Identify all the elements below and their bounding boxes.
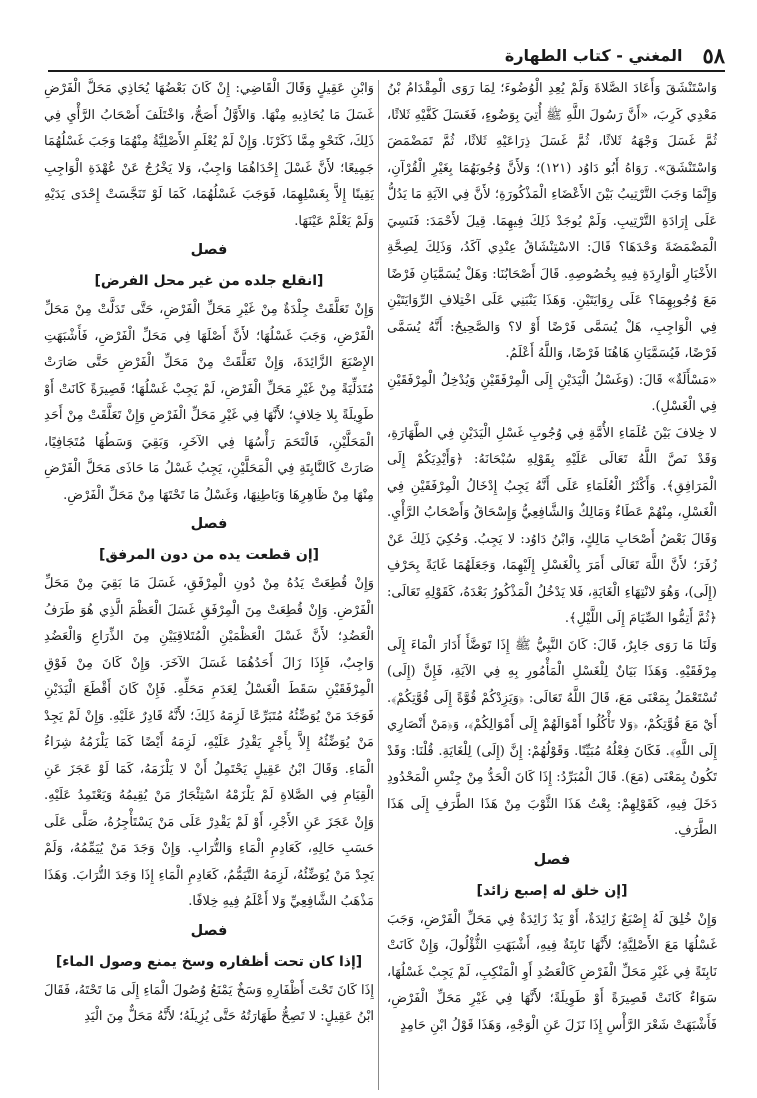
paragraph: وَلَنَا مَا رَوَى جَابِرٌ، قَالَ: كَانَ النَّبِيُّ ﷺ إِذَا تَوَضَّأَ أَدَارَ الْمَاءَ إِلَى مِرْفَقَيْهِ. وَهَذَا بَيَانٌ لِلْغَسْلِ الْمَأْمُورِ بِهِ فِي الآيَةِ، فَإِنَّ (إِلَى) تُسْتَعْمَلُ بِمَعْنَى مَعَ، قَالَ اللَّهُ تَعَالَى: ﴿وَيَزِدْكُمْ قُوَّةً إِلَى قُوَّتِكُمْ﴾. أَيْ مَعَ قُوَّتِكُمْ، ﴿وَلا تَأْكُلُوا أَمْوَالَهُمْ إِلَى أَمْوَالِكُمْ﴾، وَ﴿مَنْ أَنْصَارِي إِلَى اللَّهِ﴾. فَكَانَ فِعْلُهُ مُبَيِّنًا. وَقَوْلُهُمْ: إِنَّ (إِلَى) لِلْغَايَةِ. قُلْنَا: وَقَدْ تَكُونُ بِمَعْنَى (مَعَ). قَالَ الْمُبَرِّدُ: إِذَا كَانَ الْحَدُّ مِنْ جِنْسِ الْمَحْدُودِ دَخَلَ فِيهِ، كَقَوْلِهِمْ: بِعْتُ هَذَا الثَّوْبَ مِنْ هَذَا الطَّرَفِ إِلَى هَذَا الطَّرَفِ.: [387, 637, 717, 838]
section-subtitle: [إذا كان تحت أظفاره وسخ يمنع وصول الماء]: [55, 953, 363, 970]
section-heading: فصل: [533, 851, 571, 868]
section-subtitle: [انقلع جلده من غير محل الفرض]: [94, 273, 324, 289]
paragraph: وَإِنْ تَعَلَّقَتْ جِلْدَةٌ مِنْ غَيْرِ مَحَلِّ الْفَرْضِ، حَتَّى تَدَلَّتْ مِنْ مَحَلِّ الْفَرْضِ، وَجَبَ غَسْلُهَا؛ لأَنَّ أَصْلَهَا فِي مَحَلِّ الْفَرْضِ، فَأَشْبَهَتِ الإِصْبَعَ الزَّائِدَةَ، وَإِنْ تَعَلَّقَتْ مِنْ مَحَلِّ الْفَرْضِ حَتَّى صَارَتْ مُتَدَلِّيَةً مِنْ غَيْرِ مَحَلِّ الْفَرْضِ، لَمْ يَجِبْ غَسْلُهَا؛ قَصِيرَةً كَانَتْ أَوْ طَوِيلَةً بِلا خِلافٍ؛ لأَنَّهَا فِي غَيْرِ مَحَلِّ الْفَرْضِ وَإِنْ تَعَلَّقَتْ مِنْ أَحَدِ الْمَحَلَّيْنِ، فَالْتَحَمَ رَأْسُهَا فِي الآخَرِ، وَبَقِيَ وَسَطُهَا مُتَجَافِيًا، صَارَتْ كَالنَّابِتَةِ فِي الْمَحَلَّيْنِ، يَجِبُ غَسْلُ مَا حَاذَى مَحَلَّ الْفَرْضِ مِنْهَا مِنْ ظَاهِرِهَا وَبَاطِنِهَا، وَغَسْلُ مَا تَحْتَهَا مِنْ مَحَلِّ الْفَرْضِ.: [44, 302, 374, 503]
paragraph: «مَسْأَلَةٌ» قَالَ: (وَغَسْلُ الْيَدَيْنِ إِلَى الْمِرْفَقَيْنِ وَيُدْخِلُ الْمِرْفَقَيْنِ فِي الْغَسْلِ).: [387, 372, 717, 414]
paragraph: وَاسْتَنْشَقَ وَأَعَادَ الصَّلاةَ وَلَمْ يُعِدِ الْوُضُوءَ؛ لِمَا رَوَى الْمِقْدَامُ بْنُ مَعْدِي كَرِبَ، «أَنَّ رَسُولَ اللَّهِ ﷺ أُتِيَ بِوَضُوءٍ، فَغَسَلَ كَفَّيْهِ ثَلاثًا، ثُمَّ غَسَلَ وَجْهَهُ ثَلاثًا، ثُمَّ غَسَلَ ذِرَاعَيْهِ ثَلاثًا، ثُمَّ تَمَضْمَضَ وَاسْتَنْشَقَ». رَوَاهُ أَبُو دَاوُد (١٢١)؛ وَلأَنَّ وُجُوبَهُمَا بِغَيْرِ الْقُرْآنِ، وَإِنَّمَا وَجَبَ التَّرْتِيبُ بَيْنَ الأَعْضَاءِ الْمَذْكُورَةِ؛ لأَنَّ فِي الآيَةِ مَا يَدُلُّ عَلَى إِرَادَةِ التَّرْتِيبِ. وَلَمْ يُوجَدْ ذَلِكَ فِيهِمَا. قِيلَ لأَحْمَدَ: فَنَسِيَ الْمَضْمَضَةَ وَحْدَهَا؟ قَالَ: الاسْتِنْشَاقُ عِنْدِي آكَدُ، وَذَلِكَ لِصِحَّةِ الأَخْبَارِ الْوَارِدَةِ فِيهِ بِخُصُوصِهِ. قَالَ أَصْحَابُنَا: وَهَلْ يُسَمَّيَانِ فَرْضًا مَعَ وُجُوبِهِمَا؟ عَلَى رِوَايَتَيْنِ. وَهَذَا يَنْبَنِي عَلَى اخْتِلافِ الرِّوَايَتَيْنِ فِي الْوَاجِبِ، هَلْ يُسَمَّى فَرْضًا أَوْ لا؟ وَالصَّحِيحُ: أَنَّهُ يُسَمَّى فَرْضًا، فَيُسَمَّيَانِ هَاهُنَا فَرْضًا، وَاللَّهُ أَعْلَمُ.: [387, 81, 717, 361]
paragraph: لا خِلافَ بَيْنَ عُلَمَاءِ الأُمَّةِ فِي وُجُوبِ غَسْلِ الْيَدَيْنِ فِي الطَّهَارَةِ، وَقَدْ نَصَّ اللَّهُ تَعَالَى عَلَيْهِ بِقَوْلِهِ سُبْحَانَهُ: ﴿وَأَيْدِيَكُمْ إِلَى الْمَرَافِقِ﴾. وَأَكْثَرُ الْعُلَمَاءِ عَلَى أَنَّهُ يَجِبُ إِدْخَالُ الْمِرْفَقَيْنِ فِي الْغَسْلِ، مِنْهُمْ عَطَاءٌ وَمَالِكٌ وَالشَّافِعِيُّ وَإِسْحَاقُ وَأَصْحَابُ الرَّأْيِ. وَقَالَ بَعْضُ أَصْحَابِ مَالِكٍ، وَابْنُ دَاوُد: لا يَجِبُ. وَحُكِيَ ذَلِكَ عَنْ زُفَرَ؛ لأَنَّ اللَّهَ تَعَالَى أَمَرَ بِالْغَسْلِ إِلَيْهِمَا، وَجَعَلَهُمَا غَايَةً بِحَرْفِ (إِلَى)، وَهُوَ لانْتِهَاءِ الْغَايَةِ، فَلا يَدْخُلُ الْمَذْكُورُ بَعْدَهُ، كَقَوْلِهِ تَعَالَى: ﴿ثُمَّ أَتِمُّوا الصِّيَامَ إِلَى اللَّيْلِ﴾.: [387, 425, 717, 626]
running-title: المغني - كتاب الطهارة: [504, 45, 683, 65]
right-column: [387, 76, 717, 1086]
left-column: [44, 76, 374, 1086]
section-subtitle: [إن خلق له إصبع زائد]: [476, 882, 628, 899]
page-number: ٥٨: [702, 42, 725, 68]
section-heading: فصل: [190, 922, 228, 939]
section-heading: فصل: [190, 242, 228, 258]
paragraph: وَابْنِ عَقِيلٍ وَقَالَ الْقَاضِي: إِنْ كَانَ بَعْضُهَا يُحَاذِي مَحَلَّ الْفَرْضِ غَسَلَ مَا يُحَاذِيهِ مِنْهَا. وَالأَوَّلُ أَصَحُّ، وَاخْتَلَفَ أَصْحَابُ الرَّأْيِ فِي ذَلِكَ، كَنَحْوِ مِمَّا ذَكَرْنَا. وَإِنْ لَمْ يُعْلَمِ الأَصْلِيَّةُ مِنْهُمَا وَجَبَ غَسْلُهُمَا جَمِيعًا؛ لأَنَّ غَسْلَ إِحْدَاهُمَا وَاجِبٌ، وَلا يَخْرُجُ عَنْ عُهْدَةِ الْوَاجِبِ يَقِينًا إِلاَّ بِغَسْلِهِمَا، فَوَجَبَ غَسْلُهُمَا، كَمَا لَوْ تَنَجَّسَتْ إِحْدَى يَدَيْهِ وَلَمْ يَعْلَمْ عَيْنَهَا.: [44, 81, 374, 229]
section-heading: فصل: [190, 516, 228, 532]
paragraph: إِذَا كَانَ تَحْتَ أَظْفَارِهِ وَسَخٌ يَمْنَعُ وُصُولَ الْمَاءِ إِلَى مَا تَحْتَهُ، فَقَالَ ابْنُ عَقِيلٍ: لا تَصِحُّ طَهَارَتُهُ حَتَّى يُزِيلَهُ؛ لأَنَّهُ مَحَلٌّ مِنَ الْيَدِ: [44, 982, 374, 1024]
section-subtitle: [إن قطعت يده من دون المرفق]: [98, 547, 320, 563]
page-header: [48, 40, 725, 72]
column-divider: [378, 80, 379, 1090]
paragraph: وَإِنْ قُطِعَتْ يَدُهُ مِنْ دُونِ الْمِرْفَقِ، غَسَلَ مَا بَقِيَ مِنْ مَحَلِّ الْفَرْضِ. وَإِنْ قُطِعَتْ مِنَ الْمِرْفَقِ غَسَلَ الْعَظْمَ الَّذِي هُوَ طَرَفُ الْعَضُدِ؛ لأَنَّ غَسْلَ الْعَظْمَيْنِ الْمُتَلاقِيَيْنِ مِنَ الذِّرَاعِ وَالْعَضُدِ وَاجِبٌ، فَإِذَا زَالَ أَحَدُهُمَا غَسَلَ الآخَرَ. وَإِنْ كَانَ مِنْ فَوْقِ الْمِرْفَقَيْنِ سَقَطَ الْغَسْلُ لِعَدَمِ مَحَلِّهِ. فَإِنْ كَانَ أَقْطَعَ الْيَدَيْنِ فَوَجَدَ مَنْ يُوَضِّئُهُ مُتَبَرِّعًا لَزِمَهُ ذَلِكَ؛ لأَنَّهُ قَادِرٌ عَلَيْهِ. وَإِنْ لَمْ يَجِدْ مَنْ يُوَضِّئُهُ إِلاَّ بِأَجْرٍ يَقْدِرُ عَلَيْهِ، لَزِمَهُ أَيْضًا كَمَا يَلْزَمُهُ شِرَاءُ الْمَاءِ. وَقَالَ ابْنُ عَقِيلٍ يَحْتَمِلُ أَنْ لا يَلْزَمَهُ، كَمَا لَوْ عَجَزَ عَنِ الْقِيَامِ فِي الصَّلاةِ لَمْ يَلْزَمْهُ اسْتِئْجَارُ مَنْ يُقِيمُهُ وَيَعْتَمِدُ عَلَيْهِ. وَإِنْ عَجَزَ عَنِ الأَجْرِ، أَوْ لَمْ يَقْدِرْ عَلَى مَنْ يَسْتَأْجِرُهُ، صَلَّى عَلَى حَسَبِ حَالِهِ، كَعَادِمِ الْمَاءِ وَالتُّرَابِ. وَإِنْ وَجَدَ مَنْ يُيَمِّمُهُ، وَلَمْ يَجِدْ مَنْ يُوَضِّئُهُ، لَزِمَهُ التَّيَمُّمُ، كَعَادِمِ الْمَاءِ إِذَا وَجَدَ التُّرَابَ. وَهَذَا مَذْهَبُ الشَّافِعِيِّ وَلا أَعْلَمُ فِيهِ خِلافًا.: [44, 576, 374, 909]
paragraph: وَإِنْ خُلِقَ لَهُ إِصْبَعٌ زَائِدَةٌ، أَوْ يَدٌ زَائِدَةٌ فِي مَحَلِّ الْفَرْضِ، وَجَبَ غَسْلُهَا مَعَ الأَصْلِيَّةِ؛ لأَنَّهَا نَابِتَةٌ فِيهِ، أَشْبَهَتِ الثُّؤْلُولَ، وَإِنْ كَانَتْ نَابِتَةً فِي غَيْرِ مَحَلِّ الْفَرْضِ كَالْعَضُدِ أَوِ الْمَنْكِبِ، لَمْ يَجِبْ غَسْلُهَا، سَوَاءٌ كَانَتْ قَصِيرَةً أَوْ طَوِيلَةً؛ لأَنَّهَا فِي غَيْرِ مَحَلِّ الْفَرْضِ، فَأَشْبَهَتْ شَعْرَ الرَّأْسِ إِذَا نَزَلَ عَنِ الْوَجْهِ، وَهَذَا قَوْلُ ابْنِ حَامِدٍ: [387, 911, 717, 1033]
